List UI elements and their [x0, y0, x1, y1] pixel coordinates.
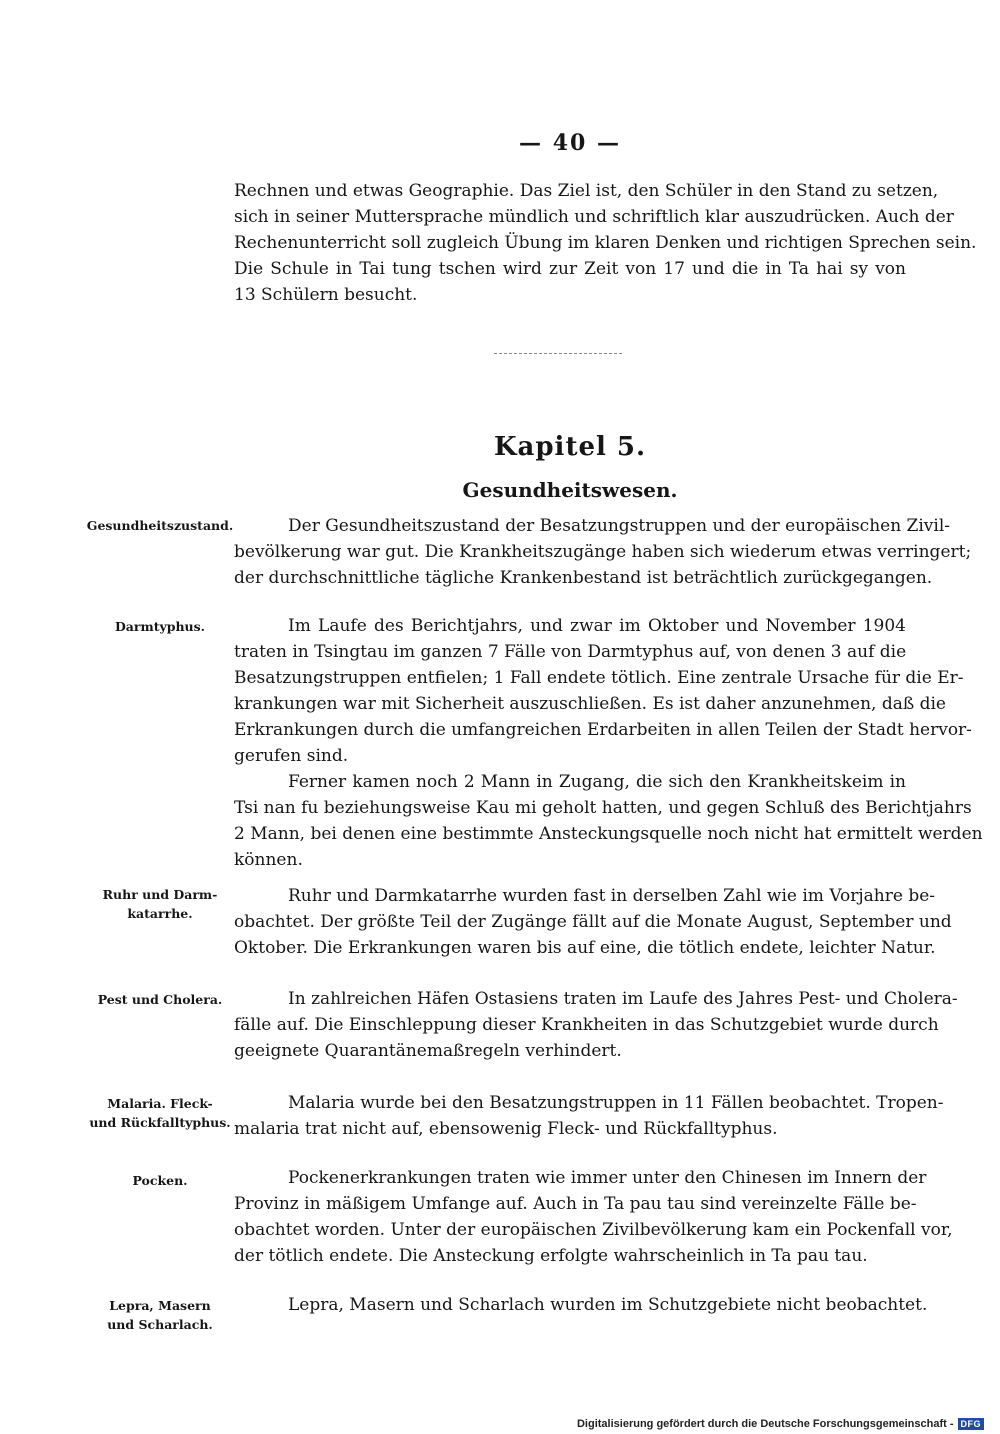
text-line: bevölkerung war gut. Die Krankheitszugänge haben sich wiederum etwas verringert; [234, 542, 972, 562]
text-line: Pockenerkrankungen traten wie immer unter den Chinesen im Innern der [288, 1168, 927, 1188]
text-line: traten in Tsingtau im ganzen 7 Fälle von Darmtyphus auf, von denen 3 auf die [234, 642, 907, 662]
text-line: der tötlich endete. Die Ansteckung erfolgte wahrscheinlich in Ta pau tau. [234, 1246, 868, 1266]
text-line: Rechenunterricht soll zugleich Übung im klaren Denken und richtigen Sprechen sein. [234, 233, 977, 253]
text-line: 13 Schülern besucht. [234, 285, 418, 305]
digitization-credit [577, 1418, 984, 1430]
margin-note-ruhr [80, 885, 240, 923]
margin-note-line: und Rückfalltyphus. [89, 1115, 231, 1130]
margin-note-line: Pocken. [132, 1173, 188, 1188]
margin-note-line: Malaria. Fleck- [107, 1096, 213, 1111]
text-line: Der Gesundheitszustand der Besatzungstruppen und der europäischen Zivil- [288, 516, 951, 536]
margin-note-line: Pest und Cholera. [97, 992, 223, 1007]
text-line: Besatzungstruppen entfielen; 1 Fall endete tötlich. Eine zentrale Ursache für die Er- [234, 668, 964, 688]
text-line: Ruhr und Darmkatarrhe wurden fast in derselben Zahl wie im Vorjahre be- [288, 886, 936, 906]
text-line: obachtet. Der größte Teil der Zugänge fällt auf die Monate August, September und [234, 912, 952, 932]
text-line: können. [234, 850, 303, 870]
text-line: Ferner kamen noch 2 Mann in Zugang, die sich den Krankheitskeim in [288, 772, 906, 792]
margin-note-pest [80, 990, 240, 1009]
margin-note-line: und Scharlach. [107, 1317, 213, 1332]
margin-note-malaria [80, 1094, 240, 1132]
text-line: Rechnen und etwas Geographie. Das Ziel ist, den Schüler in den Stand zu setzen, [234, 181, 939, 201]
text-line: Im Laufe des Berichtjahrs, und zwar im Oktober und November 1904 [288, 616, 906, 636]
paragraph-malaria [234, 1090, 944, 1142]
section-divider [494, 353, 622, 354]
paragraph-gesundheitszustand [234, 513, 972, 591]
margin-note-darmtyphus [80, 617, 240, 636]
text-line: Die Schule in Tai tung tschen wird zur Zeit von 17 und die in Ta hai sy von [234, 259, 906, 279]
text-line: obachtet worden. Unter der europäischen Zivilbevölkerung kam ein Pockenfall vor, [234, 1220, 953, 1240]
text-line: fälle auf. Die Einschleppung dieser Krankheiten in das Schutzgebiet wurde durch [234, 1015, 939, 1035]
margin-note-line: katarrhe. [127, 906, 193, 921]
paragraph-pest [234, 986, 958, 1064]
margin-note-line: Darmtyphus. [114, 619, 206, 634]
margin-note-line: Gesundheitszustand. [86, 518, 234, 533]
chapter-title: Kapitel 5. [493, 432, 647, 462]
text-line: sich in seiner Muttersprache mündlich und schriftlich klar auszudrücken. Auch der [234, 207, 954, 227]
intro-paragraph [234, 178, 977, 308]
text-line: geeignete Quarantänemaßregeln verhindert. [234, 1041, 622, 1061]
page-number: — 40 — [519, 130, 621, 156]
text-line: der durchschnittliche tägliche Krankenbestand ist beträchtlich zurückgegangen. [234, 568, 933, 588]
text-line: In zahlreichen Häfen Ostasiens traten im Laufe des Jahres Pest- und Cholera- [288, 989, 958, 1009]
text-line: krankungen war mit Sicherheit auszuschließen. Es ist daher anzunehmen, daß die [234, 694, 946, 714]
margin-note-line: Ruhr und Darm- [102, 887, 218, 902]
text-line: Malaria wurde bei den Besatzungstruppen in 11 Fällen beobachtet. Tropen- [288, 1093, 944, 1113]
text-line: Erkrankungen durch die umfangreichen Erdarbeiten in allen Teilen der Stadt hervor- [234, 720, 972, 740]
paragraph-pocken [234, 1165, 953, 1269]
margin-note-lepra [80, 1296, 240, 1334]
margin-note-pocken [80, 1171, 240, 1190]
text-line: Tsi nan fu beziehungsweise Kau mi geholt hatten, und gegen Schluß des Berichtjahrs [234, 798, 972, 818]
text-line: Oktober. Die Erkrankungen waren bis auf eine, die tötlich endete, leichter Natur. [234, 938, 936, 958]
text-line: malaria trat nicht auf, ebensowenig Fleck- und Rückfalltyphus. [234, 1119, 778, 1139]
dfg-logo: DFG [958, 1418, 985, 1430]
text-line: 2 Mann, bei denen eine bestimmte Ansteckungsquelle noch nicht hat ermittelt werden [234, 824, 983, 844]
margin-note-gesundheitszustand [80, 516, 240, 535]
text-line: gerufen sind. [234, 746, 349, 766]
paragraph-darmtyphus [234, 613, 983, 873]
paragraph-lepra [234, 1292, 928, 1318]
credit-text: Digitalisierung gefördert durch die Deutsche Forschungsgemeinschaft - [576, 1418, 954, 1430]
text-line: Provinz in mäßigem Umfange auf. Auch in Ta pau tau sind vereinzelte Fälle be- [234, 1194, 917, 1214]
margin-note-line: Lepra, Masern [109, 1298, 211, 1313]
paragraph-ruhr [234, 883, 952, 961]
chapter-subtitle: Gesundheitswesen. [462, 478, 678, 502]
text-line: Lepra, Masern und Scharlach wurden im Schutzgebiete nicht beobachtet. [288, 1295, 928, 1315]
